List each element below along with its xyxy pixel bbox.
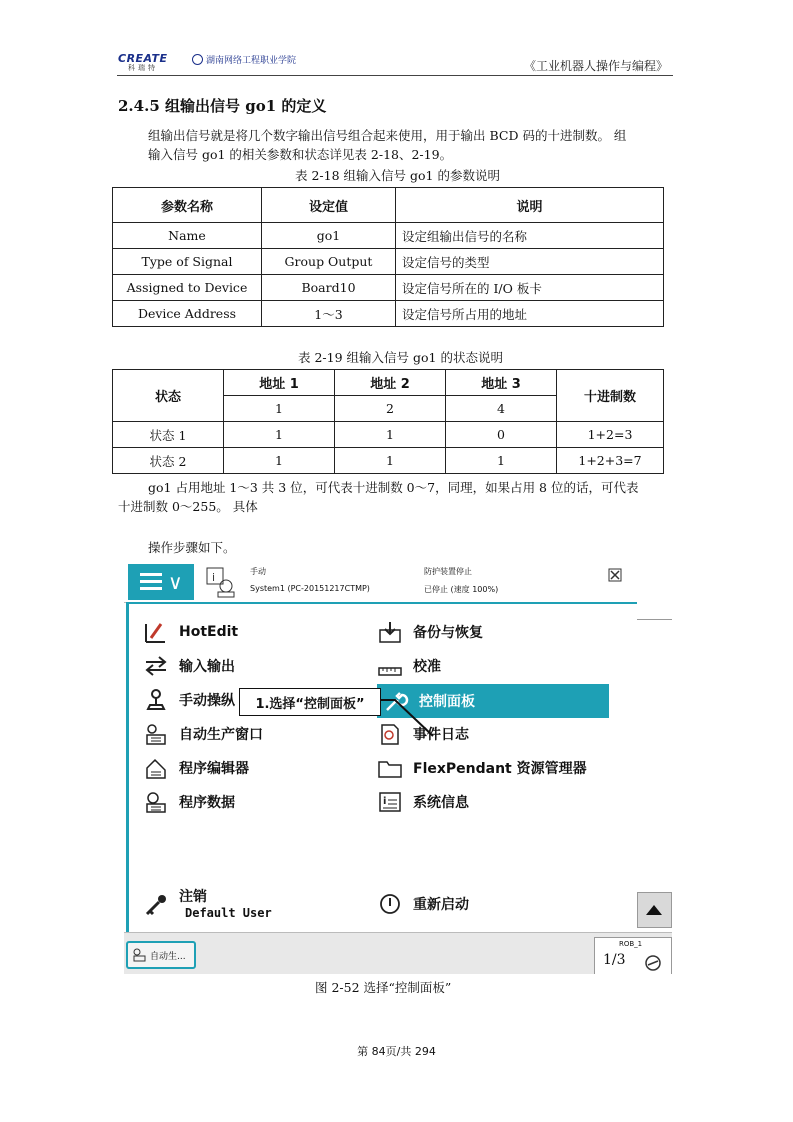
menu-label: 程序数据 xyxy=(179,795,235,811)
robot-info-icon[interactable] xyxy=(204,566,238,598)
state-table xyxy=(112,369,664,474)
task-label: 自动生... xyxy=(150,951,186,962)
menu-label: HotEdit xyxy=(179,624,239,640)
menu-item-backup-restore[interactable] xyxy=(377,620,483,644)
table-header: 设定值 xyxy=(262,188,396,223)
param-table xyxy=(112,187,664,327)
backup-icon xyxy=(377,620,403,644)
task-production-window[interactable] xyxy=(126,941,196,969)
menu-label: 重新启动 xyxy=(413,897,469,913)
taskbar xyxy=(124,932,672,974)
section-title: 2.4.5 组输出信号 go1 的定义 xyxy=(118,97,327,115)
menu-label: 自动生产窗口 xyxy=(179,727,263,743)
triangle-up-icon xyxy=(638,893,671,927)
param-desc: 设定组输出信号的名称 xyxy=(396,223,664,249)
ruler-icon xyxy=(377,654,403,678)
speed-fraction: 1/3 xyxy=(603,952,626,968)
state-cell: 状态 2 xyxy=(113,448,224,474)
menu-item-production-window[interactable] xyxy=(143,722,263,746)
main-menu-button[interactable] xyxy=(128,564,194,600)
program-editor-icon xyxy=(143,756,169,780)
param-value: Board10 xyxy=(262,275,396,301)
create-logo-subtitle: 科瑞特 xyxy=(128,64,158,72)
state-cell: 1 xyxy=(224,448,335,474)
table1-caption: 表 2-18 组输入信号 go1 的参数说明 xyxy=(295,168,500,183)
book-title: 《工业机器人操作与编程》 xyxy=(523,59,668,73)
menu-item-flexpendant-explorer[interactable] xyxy=(377,756,587,780)
param-desc: 设定信号所在的 I/O 板卡 xyxy=(396,275,664,301)
after-table-line-2: 十进制数 0～255。 具体 xyxy=(118,499,258,514)
intro-line-2: 输入信号 go1 的相关参数和状态详见表 2-18、2-19。 xyxy=(148,147,453,162)
menu-label: 输入输出 xyxy=(179,659,235,675)
table2-caption: 表 2-19 组输入信号 go1 的状态说明 xyxy=(298,350,503,365)
addr-header: 地址 3 xyxy=(446,370,557,396)
college-name: 湖南网络工程职业学院 xyxy=(206,56,297,66)
param-value: 1～3 xyxy=(262,301,396,327)
menu-item-io[interactable] xyxy=(143,654,235,678)
intro-line-1: 组输出信号就是将几个数字输出信号组合起来使用，用于输出 BCD 码的十进制数。 组 xyxy=(148,128,627,143)
addr-value: 1 xyxy=(224,396,335,422)
addr-value: 2 xyxy=(335,396,446,422)
param-name: Assigned to Device xyxy=(113,275,262,301)
state-cell: 0 xyxy=(446,422,557,448)
menu-label: 控制面板 xyxy=(419,694,475,710)
mode-text: 手动 xyxy=(250,567,266,576)
production-window-icon xyxy=(143,722,169,746)
main-menu-panel xyxy=(126,602,640,935)
status-bar xyxy=(124,562,672,603)
state-cell: 1+2=3 xyxy=(557,422,664,448)
table-row xyxy=(113,422,664,448)
state-cell: 1 xyxy=(446,448,557,474)
state-text: 已停止 (速度 100%) xyxy=(424,585,499,594)
state-cell: 1 xyxy=(224,422,335,448)
program-data-icon xyxy=(143,790,169,814)
folder-icon xyxy=(377,756,403,780)
table-row xyxy=(113,249,664,275)
header-divider xyxy=(117,75,673,76)
chevron-down-icon: ∨ xyxy=(168,570,183,594)
table-row xyxy=(113,275,664,301)
quickset-button[interactable] xyxy=(594,937,672,974)
param-desc: 设定信号的类型 xyxy=(396,249,664,275)
close-window-icon[interactable] xyxy=(608,568,622,582)
menu-item-system-info[interactable] xyxy=(377,790,469,814)
menu-label: 系统信息 xyxy=(413,795,469,811)
param-name: Type of Signal xyxy=(113,249,262,275)
create-logo: CREATE xyxy=(118,52,168,65)
table-row xyxy=(113,448,664,474)
logout-user: Default User xyxy=(185,906,272,920)
menu-label: 事件日志 xyxy=(413,727,469,743)
power-icon xyxy=(377,892,403,916)
param-desc: 设定信号所占用的地址 xyxy=(396,301,664,327)
menu-label: FlexPendant 资源管理器 xyxy=(413,761,587,777)
figure-caption: 图 2-52 选择“控制面板” xyxy=(315,980,452,995)
decimal-header: 十进制数 xyxy=(557,370,664,422)
menu-label: 程序编辑器 xyxy=(179,761,249,777)
param-name: Name xyxy=(113,223,262,249)
hamburger-icon xyxy=(140,573,162,594)
college-emblem-icon xyxy=(192,54,203,65)
after-table-line-1: go1 占用地址 1～3 共 3 位，可代表十进制数 0～7，同理，如果占用 8 位的话，可代表 xyxy=(148,480,639,495)
hotedit-icon xyxy=(143,620,169,644)
restart-button[interactable] xyxy=(377,892,469,916)
table-header: 参数名称 xyxy=(113,188,262,223)
rob-label: ROB_1 xyxy=(619,940,643,948)
state-cell: 1 xyxy=(335,422,446,448)
system-text: System1 (PC-20151217CTMP) xyxy=(250,584,370,593)
menu-item-program-data[interactable] xyxy=(143,790,235,814)
run-mode-icon xyxy=(643,954,663,972)
state-cell: 1 xyxy=(335,448,446,474)
addr-header: 地址 2 xyxy=(335,370,446,396)
io-arrows-icon xyxy=(143,654,169,678)
side-divider xyxy=(637,619,672,620)
menu-item-calibration[interactable] xyxy=(377,654,441,678)
menu-label: 校准 xyxy=(413,659,441,675)
scroll-up-button[interactable] xyxy=(637,892,672,928)
table-row xyxy=(113,223,664,249)
addr-value: 4 xyxy=(446,396,557,422)
menu-item-program-editor[interactable] xyxy=(143,756,249,780)
state-cell: 状态 1 xyxy=(113,422,224,448)
param-value: Group Output xyxy=(262,249,396,275)
steps-intro: 操作步骤如下。 xyxy=(148,540,236,555)
param-value: go1 xyxy=(262,223,396,249)
system-info-icon xyxy=(377,790,403,814)
step-callout: 1.选择“控制面板” xyxy=(239,688,381,716)
page-footer: 第 84页/共 294 xyxy=(357,1045,436,1058)
key-icon xyxy=(143,893,169,917)
joystick-icon xyxy=(143,688,169,712)
menu-label: 手动操纵 xyxy=(179,693,235,709)
menu-label: 备份与恢复 xyxy=(413,625,483,641)
addr-header: 地址 1 xyxy=(224,370,335,396)
logout-button[interactable] xyxy=(143,889,272,921)
state-header: 状态 xyxy=(113,370,224,422)
menu-item-jogging[interactable] xyxy=(143,688,235,712)
flexpendant-screenshot xyxy=(124,562,672,974)
production-window-icon xyxy=(132,948,146,962)
logout-label: 注销 xyxy=(179,889,207,905)
state-cell: 1+2+3=7 xyxy=(557,448,664,474)
param-name: Device Address xyxy=(113,301,262,327)
svg-text:i: i xyxy=(383,796,387,807)
table-row xyxy=(113,301,664,327)
college-logo xyxy=(192,53,296,66)
menu-item-hotedit[interactable] xyxy=(143,620,238,644)
guard-text: 防护装置停止 xyxy=(424,567,472,576)
svg-text:i: i xyxy=(212,571,216,584)
callout-pointer xyxy=(379,696,439,740)
table-header: 说明 xyxy=(396,188,664,223)
